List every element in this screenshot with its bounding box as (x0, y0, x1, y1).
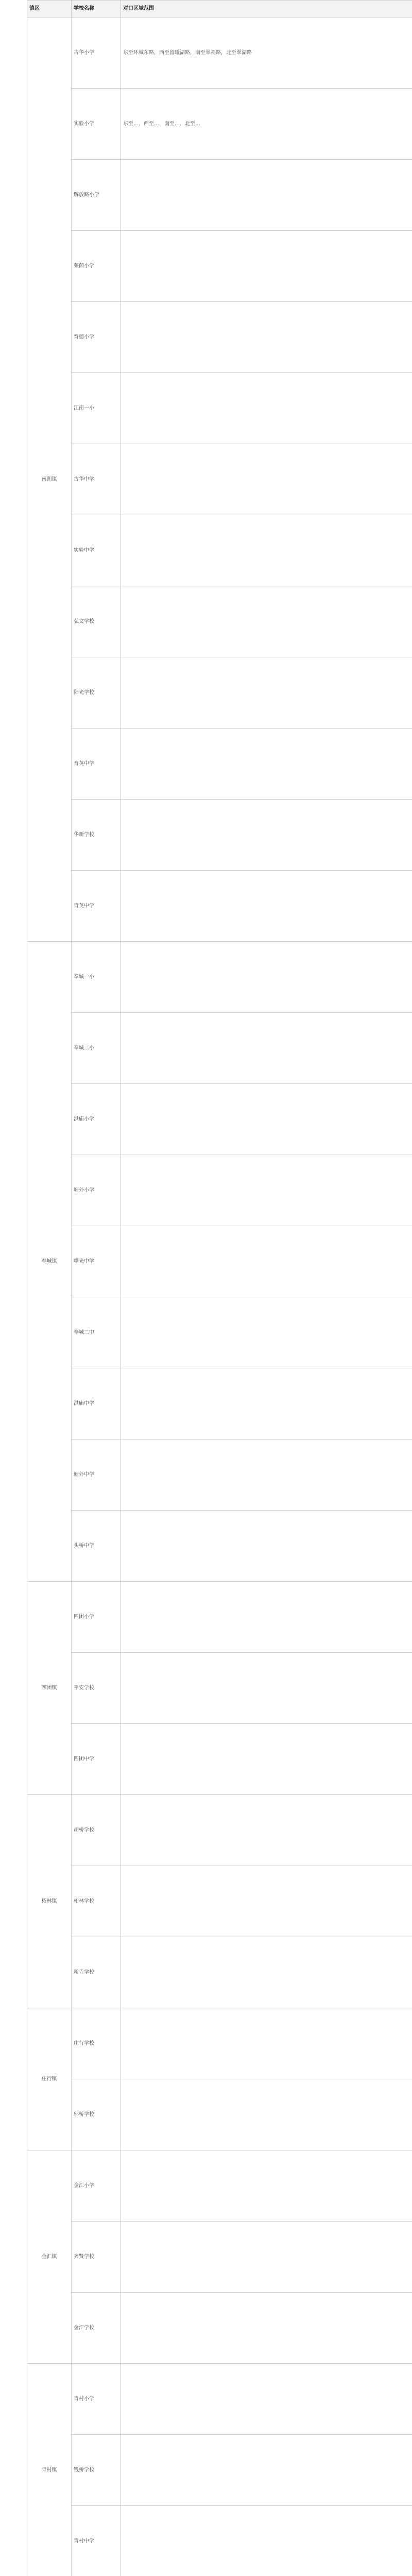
school-cell: 塘外中学 (72, 1439, 121, 1511)
school-cell: 平安学校 (72, 1653, 121, 1724)
table-row (27, 2506, 412, 2576)
table-row (27, 2435, 412, 2506)
area-cell (121, 1653, 412, 1724)
school-cell: 钱桥学校 (72, 2435, 121, 2506)
table-row (27, 444, 412, 515)
table-header-row (27, 1, 412, 18)
area-cell (121, 2293, 412, 2364)
table-row (27, 2222, 412, 2293)
area-cell (121, 2364, 412, 2435)
table-row (27, 942, 412, 1013)
school-cell: 青英中学 (72, 871, 121, 942)
school-cell: 塘外小学 (72, 1155, 121, 1226)
area-cell (121, 2435, 412, 2506)
area-cell (121, 942, 412, 1013)
school-cell: 古华小学 (72, 18, 121, 89)
school-cell: 头桥中学 (72, 1511, 121, 1582)
school-cell: 邬桥学校 (72, 2079, 121, 2150)
area-cell (121, 2008, 412, 2079)
district-cell: 四团镇 (27, 1582, 72, 1795)
school-cell: 齐贤学校 (72, 2222, 121, 2293)
area-cell (121, 1226, 412, 1297)
area-cell (121, 2079, 412, 2150)
school-cell: 解放路小学 (72, 160, 121, 231)
table-row (27, 302, 412, 373)
area-cell (121, 1013, 412, 1084)
area-cell (121, 2506, 412, 2576)
table-row (27, 1155, 412, 1226)
area-cell (121, 515, 412, 586)
table-row (27, 1511, 412, 1582)
school-cell: 青村小学 (72, 2364, 121, 2435)
area-cell (121, 1937, 412, 2008)
district-cell: 奉城镇 (27, 942, 72, 1582)
area-cell (121, 1439, 412, 1511)
table-row (27, 1653, 412, 1724)
district-cell: 庄行镇 (27, 2008, 72, 2150)
school-cell: 青村中学 (72, 2506, 121, 2576)
table-row (27, 1937, 412, 2008)
table-row (27, 1582, 412, 1653)
school-cell: 金汇小学 (72, 2150, 121, 2222)
school-cell: 新寺学校 (72, 1937, 121, 2008)
school-cell: 四团中学 (72, 1724, 121, 1795)
table-row (27, 1297, 412, 1368)
area-cell: 东至…，西至…，南至…，北至… (121, 89, 412, 160)
table-row (27, 1013, 412, 1084)
school-cell: 弘文学校 (72, 586, 121, 657)
school-cell: 四团小学 (72, 1582, 121, 1653)
header-district: 镇区 (27, 1, 72, 18)
area-cell (121, 160, 412, 231)
school-cell: 奉城二小 (72, 1013, 121, 1084)
area-cell (121, 1724, 412, 1795)
table-row (27, 18, 412, 89)
school-cell: 阳光学校 (72, 657, 121, 728)
table-row (27, 1866, 412, 1937)
table-row (27, 1795, 412, 1866)
table-row (27, 871, 412, 942)
school-cell: 庄行学校 (72, 2008, 121, 2079)
area-cell (121, 657, 412, 728)
table-row (27, 1724, 412, 1795)
district-cell: 金汇镇 (27, 2150, 72, 2364)
table-row (27, 515, 412, 586)
school-cell: 金汇学校 (72, 2293, 121, 2364)
table-row (27, 1439, 412, 1511)
table-row (27, 2079, 412, 2150)
school-cell: 育德小学 (72, 302, 121, 373)
area-cell (121, 871, 412, 942)
header-school: 学校名称 (72, 1, 121, 18)
table-row (27, 231, 412, 302)
area-cell (121, 2222, 412, 2293)
table-row (27, 1368, 412, 1439)
area-cell (121, 728, 412, 800)
area-cell (121, 1368, 412, 1439)
area-cell (121, 231, 412, 302)
table-row (27, 160, 412, 231)
table-row (27, 2150, 412, 2222)
table-row (27, 2293, 412, 2364)
school-cell: 胡桥学校 (72, 1795, 121, 1866)
area-cell (121, 373, 412, 444)
school-cell: 洪庙中学 (72, 1368, 121, 1439)
table-row (27, 373, 412, 444)
area-cell (121, 586, 412, 657)
district-cell: 南朗镇 (27, 18, 72, 942)
table-row (27, 1084, 412, 1155)
area-cell (121, 1155, 412, 1226)
school-cell: 曙光中学 (72, 1226, 121, 1297)
school-cell: 实验小学 (72, 89, 121, 160)
area-cell: 东至环城东路，西至留曦湖路，南至翠福路，北至翠湖路 (121, 18, 412, 89)
school-cell: 实验中学 (72, 515, 121, 586)
table-row (27, 586, 412, 657)
table-row (27, 657, 412, 728)
table-row (27, 1226, 412, 1297)
school-cell: 古华中学 (72, 444, 121, 515)
area-cell (121, 1297, 412, 1368)
school-cell: 奉城二中 (72, 1297, 121, 1368)
area-cell (121, 444, 412, 515)
area-cell (121, 2150, 412, 2222)
area-cell (121, 1084, 412, 1155)
school-cell: 洪庙小学 (72, 1084, 121, 1155)
table-row (27, 2008, 412, 2079)
district-cell: 青村镇 (27, 2364, 72, 2576)
area-cell (121, 1866, 412, 1937)
school-cell: 莱茵小学 (72, 231, 121, 302)
area-cell (121, 1511, 412, 1582)
school-district-table (27, 0, 412, 2576)
table-body (27, 18, 412, 2576)
school-cell: 华新学校 (72, 800, 121, 871)
table-row (27, 728, 412, 800)
area-cell (121, 1582, 412, 1653)
area-cell (121, 1795, 412, 1866)
header-area: 对口区域范围 (121, 1, 412, 18)
table-row (27, 2364, 412, 2435)
table-row (27, 800, 412, 871)
district-cell: 柘林镇 (27, 1795, 72, 2008)
area-cell (121, 800, 412, 871)
school-cell: 奉城一小 (72, 942, 121, 1013)
school-cell: 柘林学校 (72, 1866, 121, 1937)
table-row (27, 89, 412, 160)
school-cell: 育英中学 (72, 728, 121, 800)
school-cell: 江南一小 (72, 373, 121, 444)
area-cell (121, 302, 412, 373)
